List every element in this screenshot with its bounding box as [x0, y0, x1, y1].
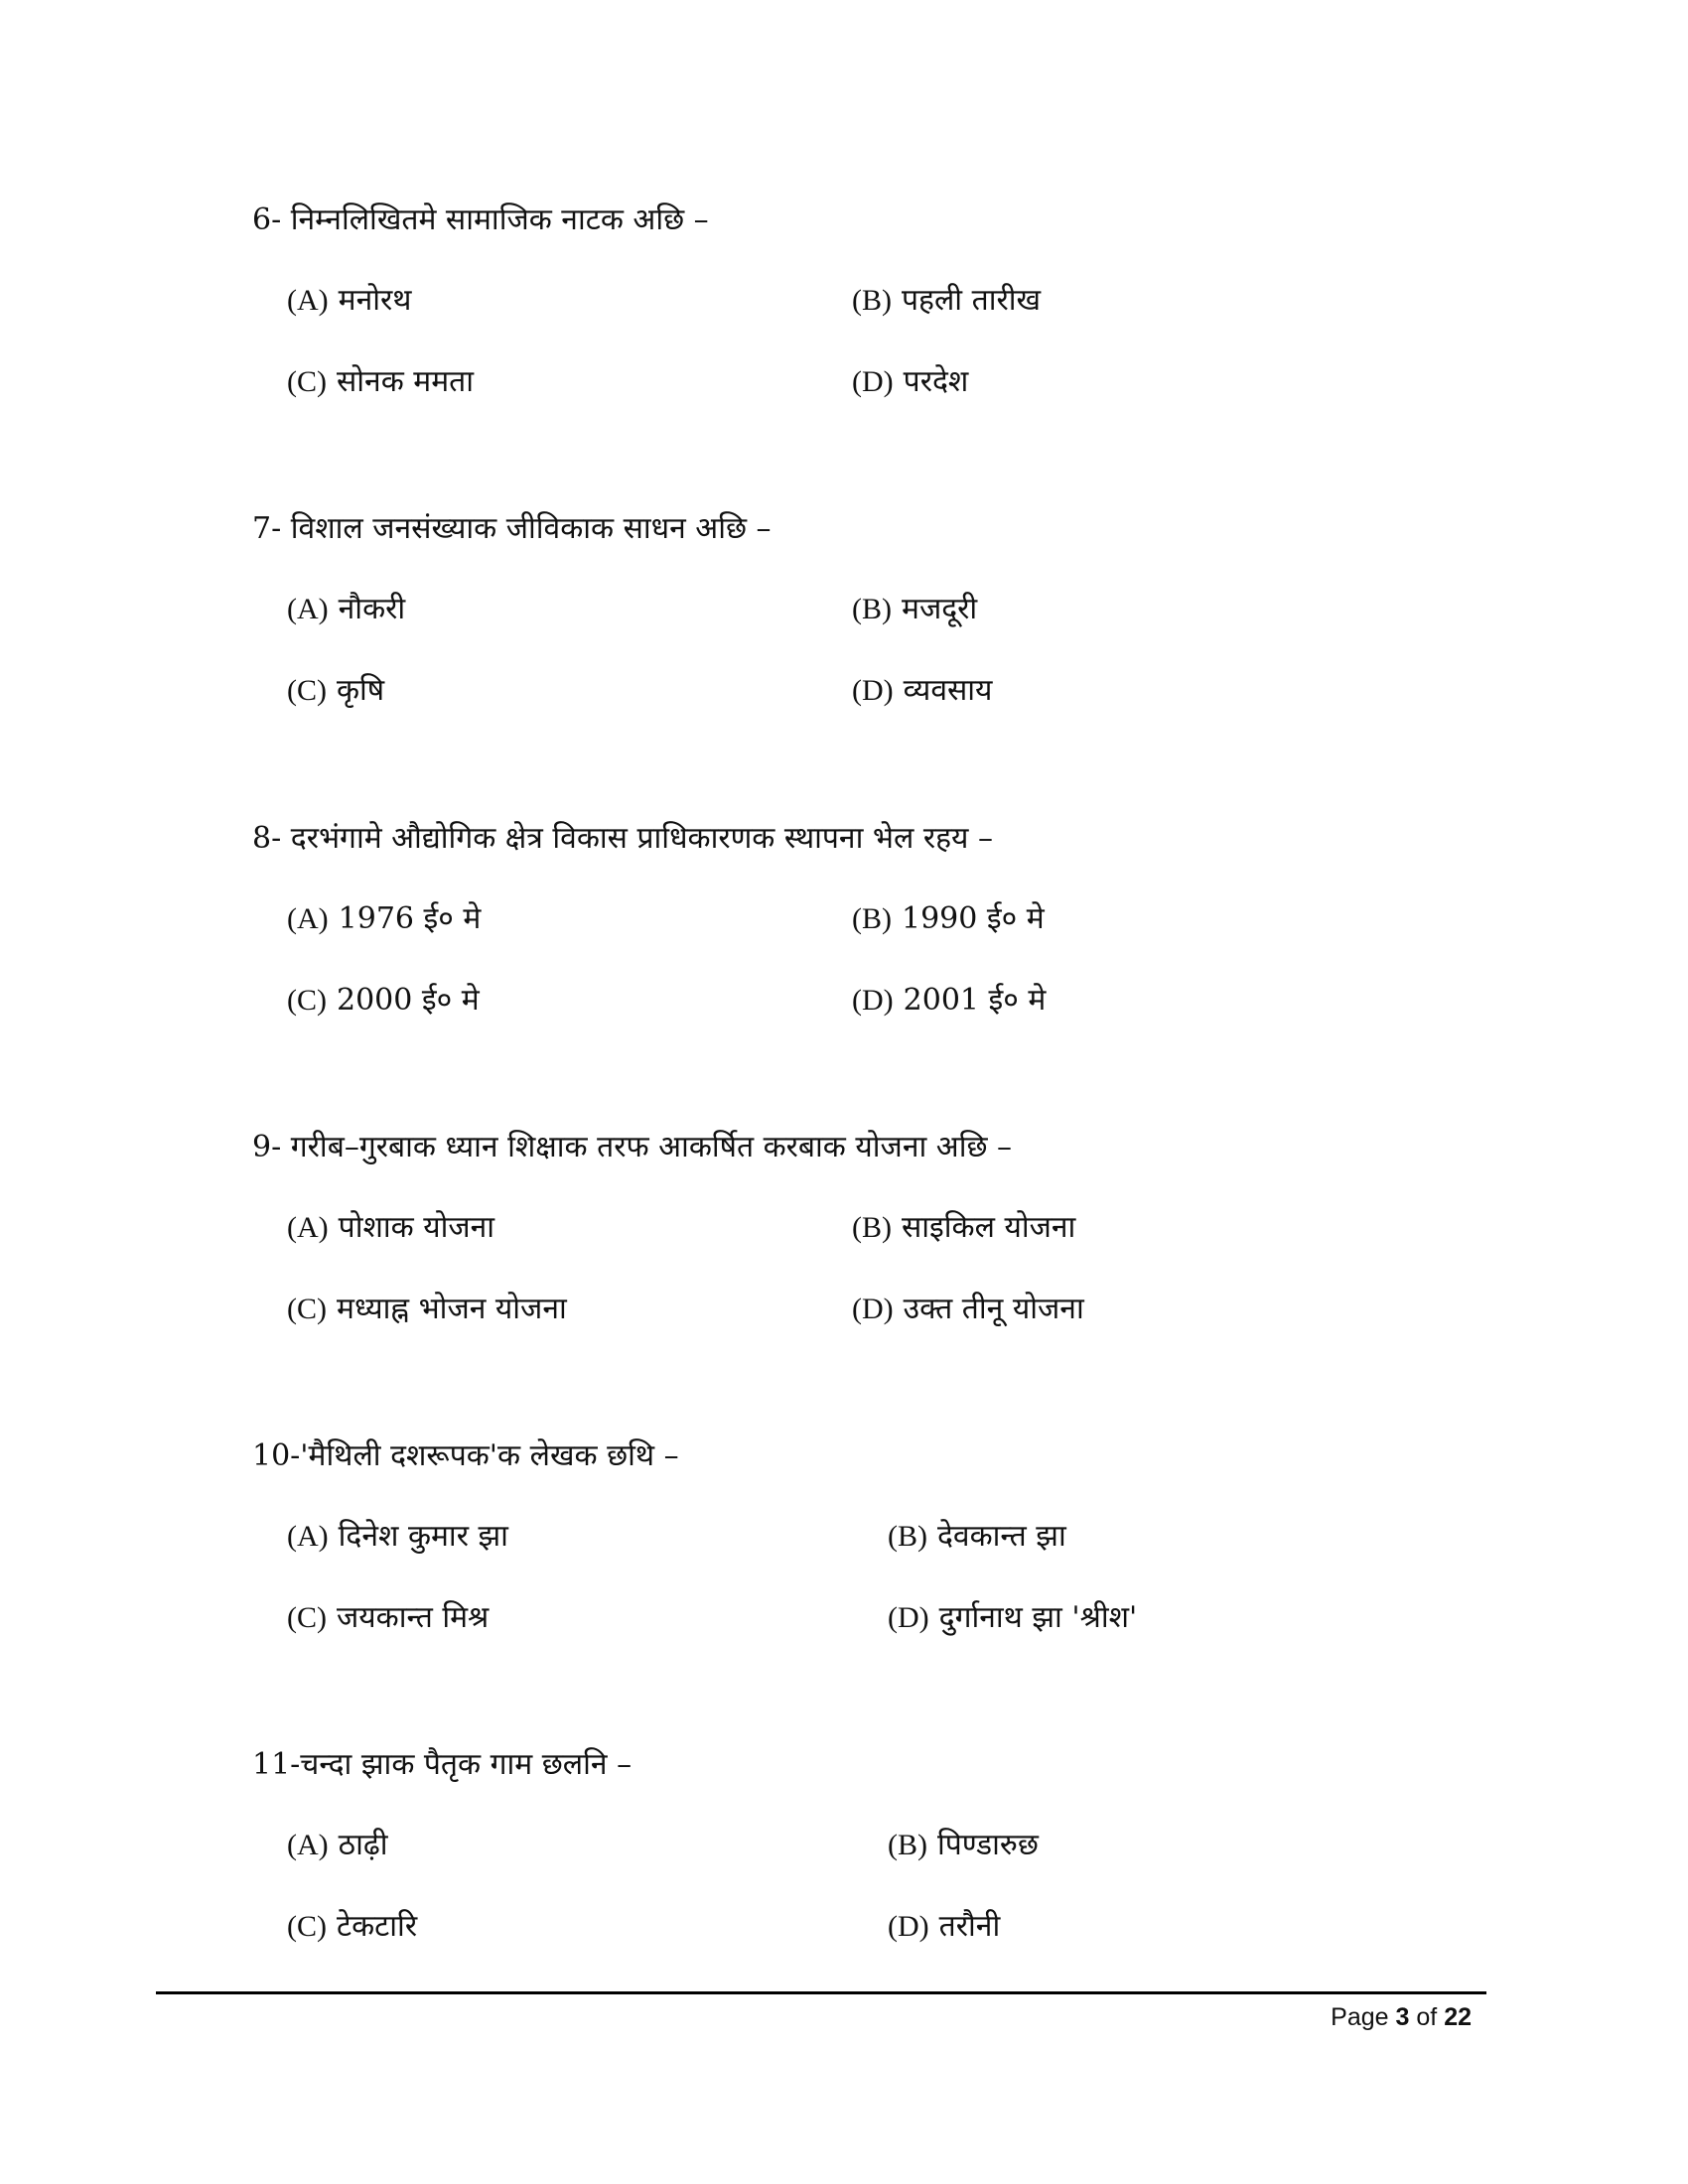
option-text: सोनक ममता: [337, 364, 475, 399]
answer-option: [888, 1598, 1137, 1638]
answer-option: [852, 1290, 1084, 1329]
answer-option: [852, 981, 1046, 1021]
page-of: of: [1416, 2003, 1438, 2031]
option-label: (B): [852, 593, 892, 625]
option-label: (C): [287, 674, 327, 707]
option-label: (B): [888, 1520, 927, 1553]
answer-option: [287, 362, 474, 402]
option-text: पोशाक योजना: [338, 1210, 495, 1245]
option-label: (A): [287, 1520, 329, 1553]
option-label: (A): [287, 1829, 329, 1861]
answer-option: [287, 281, 411, 321]
answer-option: [287, 1290, 567, 1329]
answer-option: [287, 1826, 388, 1865]
option-label: (D): [852, 674, 894, 707]
option-label: (B): [852, 902, 892, 935]
option-text: उक्त तीनू योजना: [903, 1292, 1084, 1326]
option-text: व्यवसाय: [903, 673, 993, 708]
option-text: दिनेश कुमार झा: [338, 1519, 508, 1554]
answer-option: [852, 362, 968, 402]
option-text: पहली तारीख: [902, 283, 1042, 318]
answer-option: [287, 1598, 489, 1638]
option-label: (D): [888, 1910, 929, 1943]
option-label: (D): [852, 984, 894, 1017]
option-label: (D): [852, 365, 894, 398]
option-label: (C): [287, 1601, 327, 1634]
question-text: 11-चन्दा झाक पैतृक गाम छलनि –: [252, 1747, 633, 1782]
answer-option: [287, 1517, 508, 1557]
answer-option: [287, 671, 384, 711]
option-label: (C): [287, 1910, 327, 1943]
question-text: 10-'मैथिली दशरूपक'क लेखक छथि –: [252, 1438, 679, 1473]
option-text: साइकिल योजना: [902, 1210, 1076, 1245]
answer-option: [852, 671, 992, 711]
option-text: कृषि: [337, 673, 385, 708]
answer-option: [287, 899, 481, 939]
current-page: 3: [1395, 2003, 1410, 2031]
option-label: (C): [287, 984, 327, 1017]
page-prefix: Page: [1331, 2003, 1389, 2031]
option-label: (A): [287, 593, 329, 625]
option-label: (D): [852, 1293, 894, 1325]
answer-option: [852, 899, 1045, 939]
question-text: 6- निम्नलिखितमे सामाजिक नाटक अछि –: [252, 203, 709, 237]
option-label: (A): [287, 902, 329, 935]
answer-option: [888, 1826, 1039, 1865]
option-text: 2001 ई० मे: [903, 983, 1047, 1018]
option-label: (A): [287, 284, 329, 317]
option-text: 1990 ई० मे: [902, 901, 1045, 936]
option-text: ठाढ़ी: [338, 1828, 388, 1862]
question-text: 7- विशाल जनसंख्याक जीविकाक साधन अछि –: [252, 511, 772, 546]
option-text: मजदूरी: [902, 592, 978, 626]
option-text: टेकटारि: [337, 1909, 418, 1944]
footer-divider: [156, 1991, 1486, 1994]
answer-option: [888, 1907, 1000, 1947]
answer-option: [852, 590, 977, 629]
option-label: (C): [287, 1293, 327, 1325]
answer-option: [852, 1208, 1075, 1248]
option-text: तरौनी: [938, 1909, 1001, 1944]
answer-option: [852, 281, 1041, 321]
answer-option: [287, 1907, 417, 1947]
option-text: परदेश: [903, 364, 969, 399]
answer-option: [888, 1517, 1066, 1557]
option-text: मध्याह्न भोजन योजना: [337, 1292, 567, 1326]
option-label: (B): [888, 1829, 927, 1861]
option-text: नौकरी: [338, 592, 406, 626]
question-text: 8- दरभंगामे औद्योगिक क्षेत्र विकास प्राधिकारणक स्थापना भेल रहय –: [252, 821, 993, 856]
option-text: मनोरथ: [338, 283, 412, 318]
answer-option: [287, 590, 405, 629]
option-text: 1976 ई० मे: [338, 901, 482, 936]
page-number: [1331, 2003, 1472, 2032]
option-text: 2000 ई० मे: [337, 983, 480, 1018]
option-label: (B): [852, 1211, 892, 1244]
option-text: दुर्गानाथ झा 'श्रीश': [938, 1600, 1138, 1635]
answer-option: [287, 981, 480, 1021]
option-text: जयकान्त मिश्र: [337, 1600, 490, 1635]
question-text: 9- गरीब–गुरबाक ध्यान शिक्षाक तरफ आकर्षित करबाक योजना अछि –: [252, 1130, 1013, 1164]
option-label: (D): [888, 1601, 929, 1634]
option-label: (A): [287, 1211, 329, 1244]
answer-option: [287, 1208, 494, 1248]
total-pages: 22: [1444, 2003, 1472, 2031]
option-label: (B): [852, 284, 892, 317]
option-text: पिण्डारुछ: [937, 1828, 1039, 1862]
option-text: देवकान्त झा: [937, 1519, 1066, 1554]
option-label: (C): [287, 365, 327, 398]
